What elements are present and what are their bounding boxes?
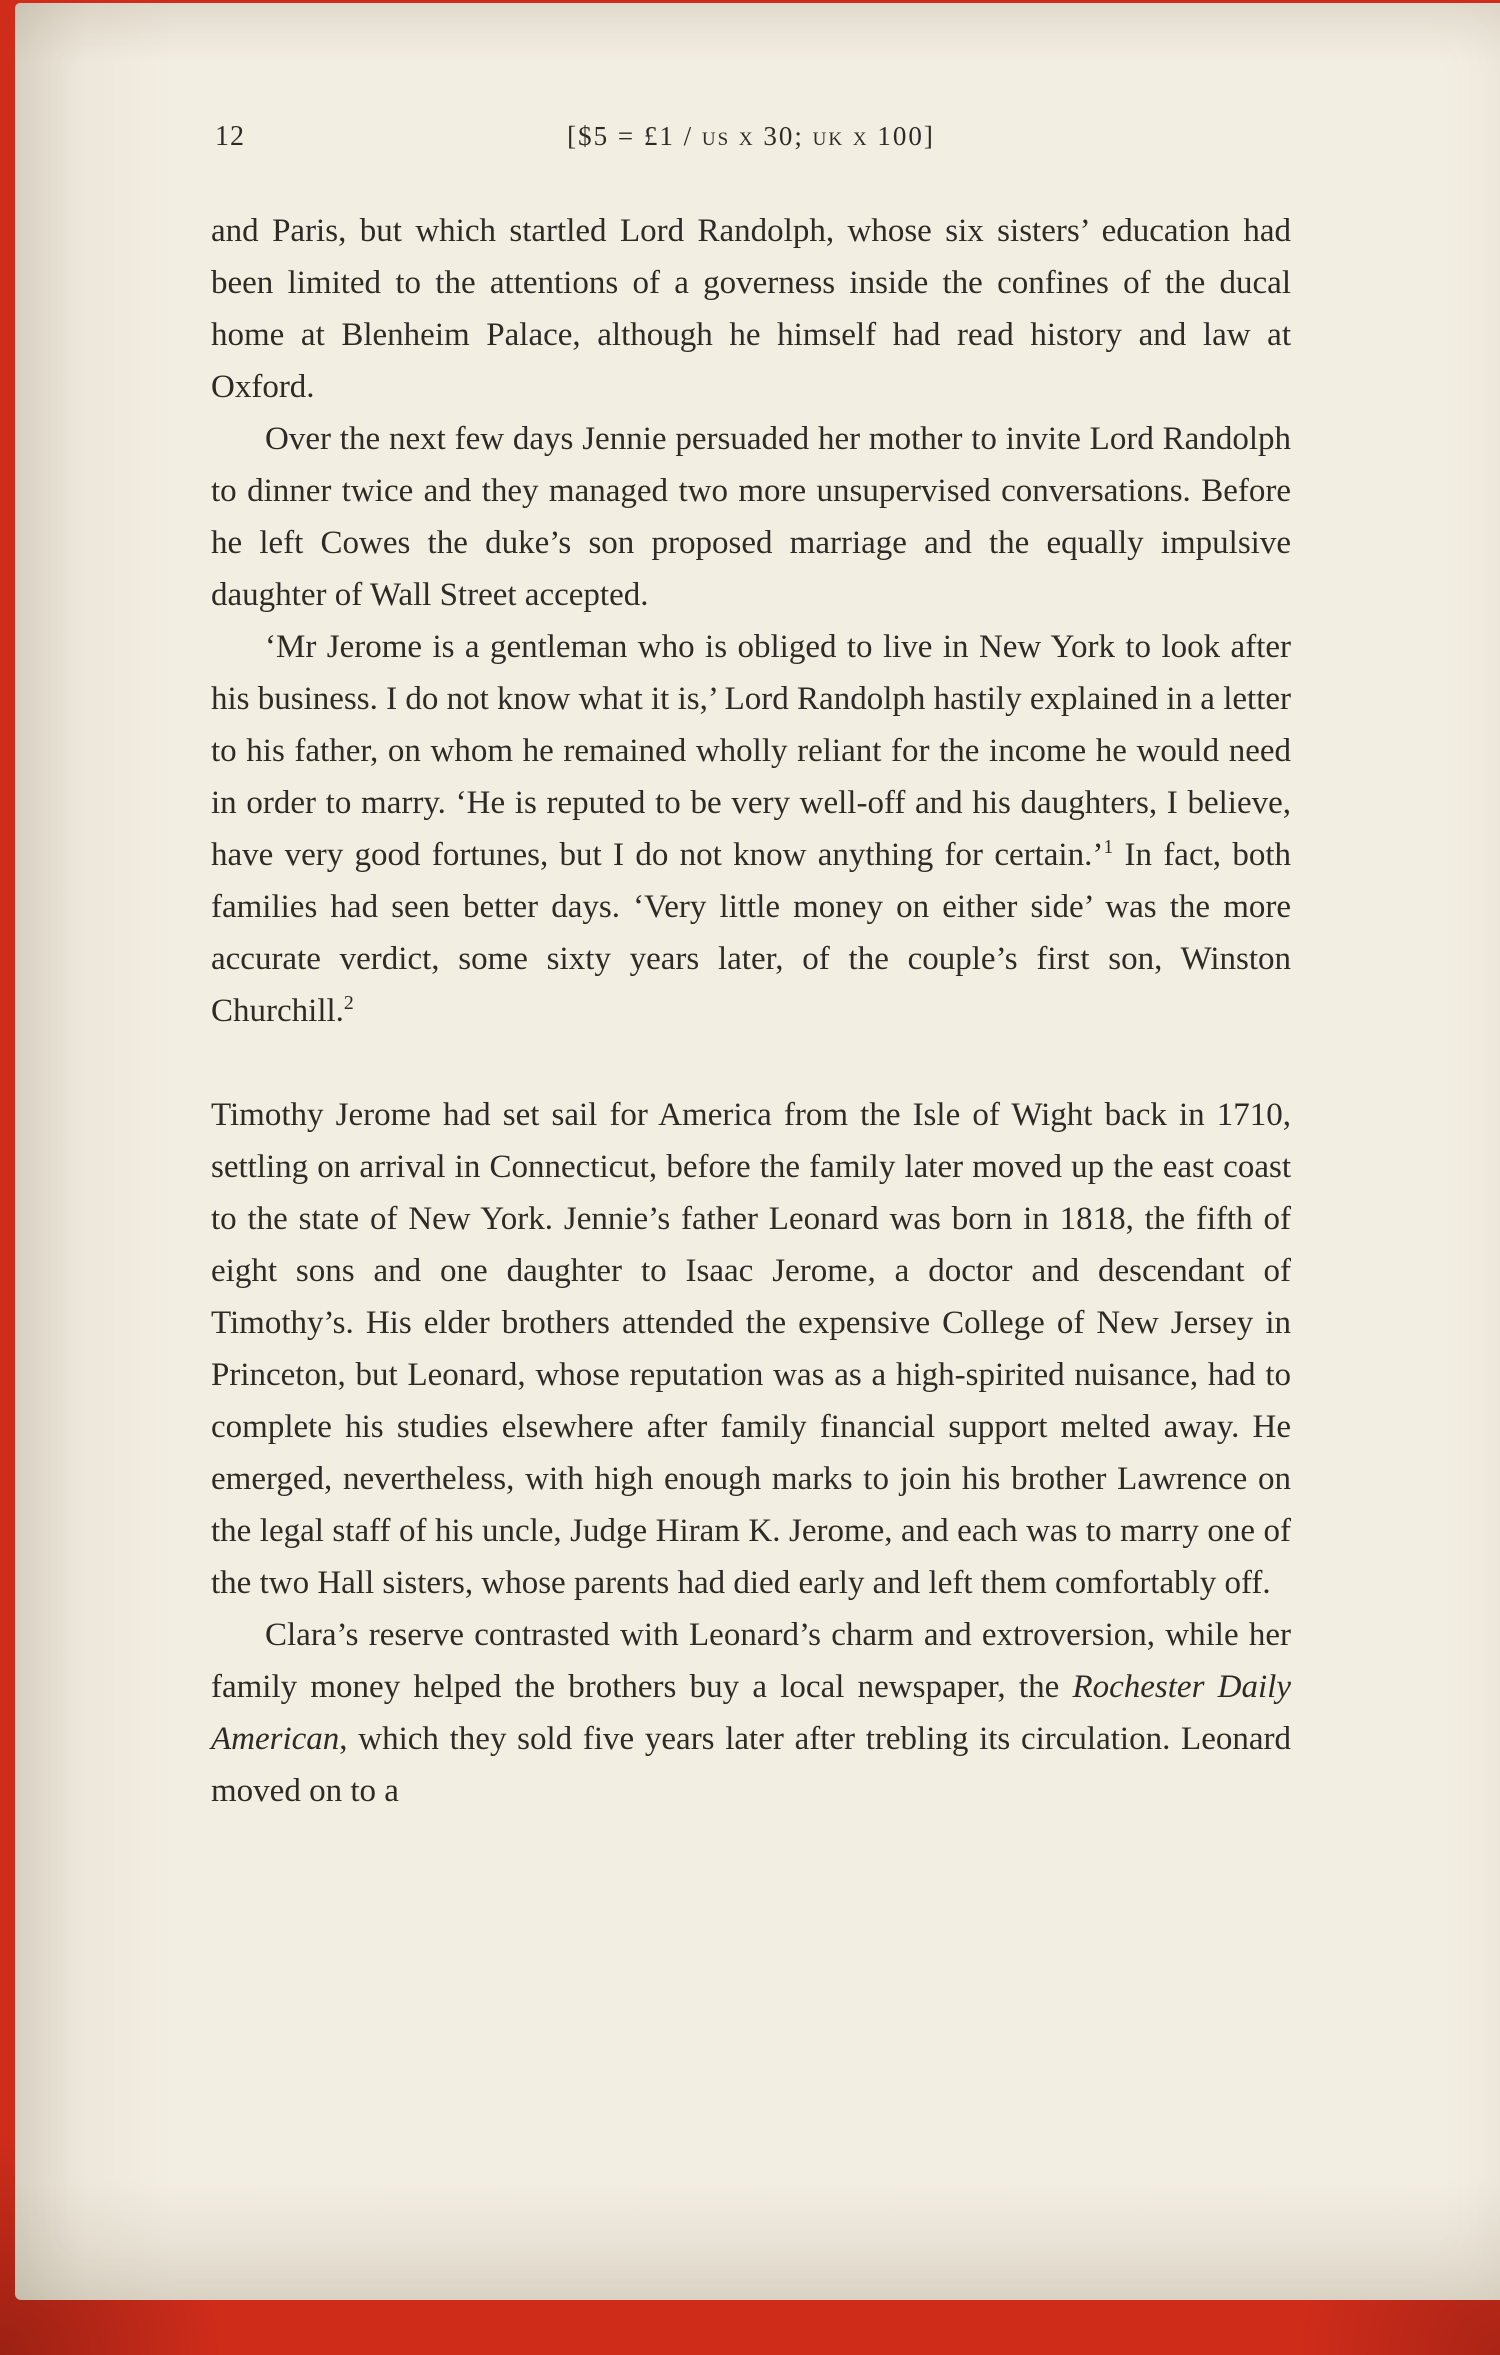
page-text <box>211 121 1291 1817</box>
page-header <box>211 121 1291 167</box>
footnote-marker: 1 <box>1103 836 1114 858</box>
paragraph <box>211 621 1291 1037</box>
text-segment: , which they sold five years later after trebling its circulation. Leonard moved on to a <box>211 1721 1291 1809</box>
page-number: 12 <box>215 121 245 152</box>
paragraph <box>211 413 1291 621</box>
text-segment: Timothy Jerome had set sail for America from the Isle of Wight back in 1710, settling on arrival in Connecticut, before the family later moved up the east coast to the state of New York. Jennie’s father Leonard was born in 1818, the fifth of eight sons and one daughter to Isaac Jerome, a doctor and descendant of Timothy’s. His elder brothers attended the expensive College of New Jersey in Princeton, but Leonard, whose reputation was as a high-spirited nuisance, had to complete his studies elsewhere after family financial support melted away. He emerged, nevertheless, with high enough marks to join his brother Lawrence on the legal staff of his uncle, Judge Hiram K. Jerome, and each was to marry one of the two Hall sisters, whose parents had died early and left them comfortably off. <box>211 1097 1291 1601</box>
running-header: [$5 = £1 / us x 30; uk x 100] <box>567 121 935 151</box>
body-paragraphs <box>211 205 1291 1817</box>
paragraph <box>211 1609 1291 1817</box>
book-page <box>15 3 1500 2300</box>
italic-text: Rochester Daily American <box>211 1669 1291 1757</box>
paragraph <box>211 205 1291 413</box>
text-segment: Over the next few days Jennie persuaded her mother to invite Lord Randolph to dinner twice and they managed two more unsupervised conversations. Before he left Cowes the duke’s son proposed marriage and the equally impulsive daughter of Wall Street accepted. <box>211 421 1291 613</box>
paragraph <box>211 1089 1291 1609</box>
text-segment: Clara’s reserve contrasted with Leonard’s charm and extroversion, while her family money helped the brothers buy a local newspaper, the <box>211 1617 1291 1705</box>
text-segment: and Paris, but which startled Lord Randolph, whose six sisters’ education had been limited to the attentions of a governess inside the confines of the ducal home at Blenheim Palace, although he himself had read history and law at Oxford. <box>211 213 1291 405</box>
footnote-marker: 2 <box>343 992 354 1014</box>
text-segment: ‘Mr Jerome is a gentleman who is obliged to live in New York to look after his business. I do not know what it is,’ Lord Randolph hastily explained in a letter to his father, on whom he remained wholly reliant for the income he would need in order to marry. ‘He is reputed to be very well-off and his daughters, I believe, have very good fortunes, but I do not know anything for certain.’ <box>211 629 1291 873</box>
text-segment: In fact, both families had seen better days. ‘Very little money on either side’ was the more accurate verdict, some sixty years later, of the couple’s first son, Winston Churchill. <box>211 837 1291 1029</box>
